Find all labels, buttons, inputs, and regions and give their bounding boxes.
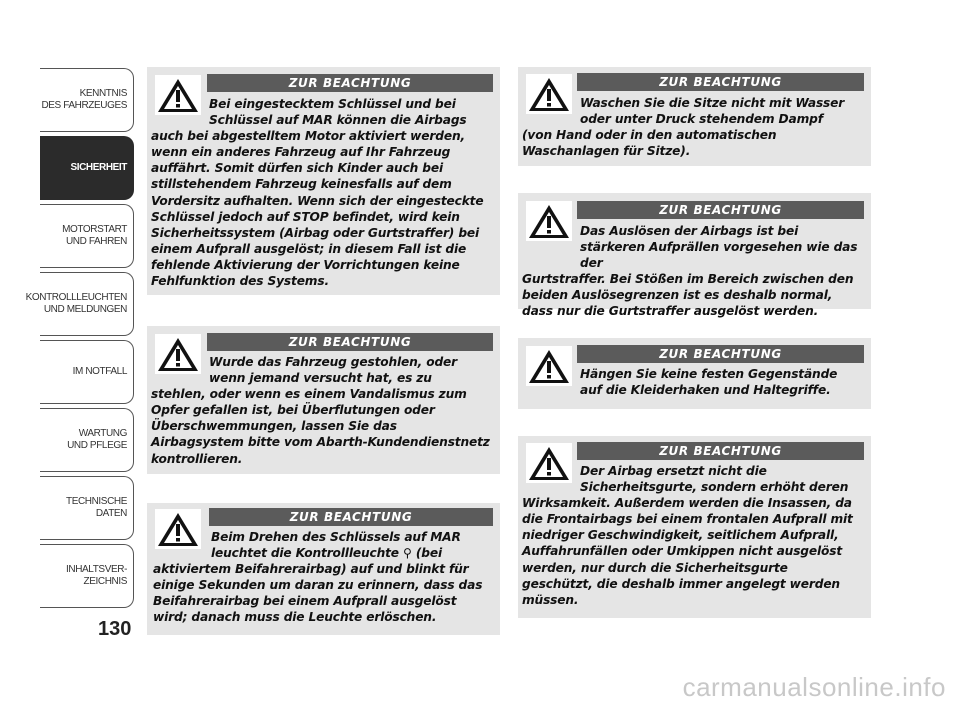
warning-lead: Hängen Sie keine festen Gegenstände auf die Kleiderhaken und Haltegriffe. bbox=[580, 367, 838, 398]
warning-body: stehlen, oder wenn es einem Vandalismus zum Opfer gefallen ist, bei Überflutungen oder Überschwemmungen, lassen Sie das Airbagsystem bitte vom Abarth-Kundendienstnetz kontrollieren. bbox=[151, 387, 490, 466]
tab-label: SICHERHEIT bbox=[70, 162, 127, 173]
tab-technische-daten[interactable] bbox=[40, 476, 134, 540]
warning-text bbox=[522, 95, 862, 159]
tab-label: KENNTNIS DES FAHRZEUGES bbox=[41, 88, 127, 111]
tab-label: INHALTSVER- ZEICHNIS bbox=[66, 564, 127, 587]
tab-inhaltsverzeichnis[interactable] bbox=[40, 544, 134, 608]
tab-label: TECHNISCHE DATEN bbox=[65, 496, 127, 519]
warning-heading: ZUR BEACHTUNG bbox=[209, 508, 493, 526]
tab-wartung[interactable] bbox=[40, 408, 134, 472]
warning-body: auch bei abgestelltem Motor aktiviert werden, wenn ein anderes Fahrzeug auf Ihr Fahrzeug auffährt. Somit dürfen sich Kinder auch bei stillstehendem Fahrzeug keinesfalls auf dem Vordersitz aufhalten. Wenn sich der eingesteckte Schlüssel jedoch auf STOP befindet, wird kein Sicherheitssystem (Airbag oder Gurtstraffer) bei einem Aufprall ausgelöst; in diesem Fall ist die fehlende Aktivierung der Vorrichtungen keine Fehlfunktion des Systems. bbox=[151, 129, 484, 289]
warning-lead: Beim Drehen des Schlüssels auf MAR leuchtet die Kontrollleuchte ⚲ (bei bbox=[211, 530, 461, 561]
page-number: 130 bbox=[98, 618, 132, 640]
warning-heading: ZUR BEACHTUNG bbox=[207, 74, 493, 92]
warning-text bbox=[522, 366, 862, 398]
tab-sicherheit[interactable] bbox=[40, 136, 134, 200]
warning-text bbox=[522, 223, 862, 320]
tab-label: IM NOTFALL bbox=[72, 366, 127, 377]
tab-motorstart[interactable] bbox=[40, 204, 134, 268]
warning-body: aktiviertem Beifahrerairbag) auf und blinkt für einige Sekunden um daran zu erinnern, dass das Beifahrerairbag bei einem Aufprall ausgelöst wird; danach muss die Leuchte erlöschen. bbox=[153, 562, 483, 625]
warning-heading: ZUR BEACHTUNG bbox=[207, 333, 493, 351]
tab-label: MOTORSTART UND FAHREN bbox=[62, 224, 127, 247]
warning-box bbox=[518, 436, 871, 618]
warning-heading: ZUR BEACHTUNG bbox=[577, 73, 864, 91]
warning-lead: Der Airbag ersetzt nicht die Sicherheitsgurte, sondern erhöht deren bbox=[580, 464, 849, 495]
warning-box bbox=[518, 67, 871, 166]
warning-heading: ZUR BEACHTUNG bbox=[577, 442, 864, 460]
warning-box bbox=[147, 67, 500, 295]
warning-box bbox=[147, 503, 500, 635]
warning-lead: Wurde das Fahrzeug gestohlen, oder wenn jemand versucht hat, es zu bbox=[209, 355, 458, 386]
warning-text bbox=[151, 96, 491, 289]
warning-body: (von Hand oder in den automatischen Waschanlagen für Sitze). bbox=[522, 128, 777, 159]
warning-text bbox=[153, 529, 493, 626]
warning-text bbox=[151, 354, 491, 467]
warning-lead: Waschen Sie die Sitze nicht mit Wasser oder unter Druck stehendem Dampf bbox=[580, 96, 845, 127]
warning-body: Gurtstraffer. Bei Stößen im Bereich zwischen den beiden Auslösegrenzen ist es deshalb normal, dass nur die Gurtstraffer ausgelöst werden. bbox=[522, 272, 854, 319]
tab-kenntnis[interactable] bbox=[40, 68, 134, 132]
warning-box bbox=[518, 193, 871, 319]
warning-body: Wirksamkeit. Außerdem werden die Insassen, da die Frontairbags bei einem frontalen Aufprall mit niedriger Geschwindigkeit, seitlichem Aufprall, Auffahrunfällen oder Umkippen nicht ausgelöst werden, nur durch die Sicherheitsgurte geschützt, die deshalb immer angelegt werden müssen. bbox=[522, 496, 853, 607]
warning-heading: ZUR BEACHTUNG bbox=[577, 201, 864, 219]
warning-text bbox=[522, 463, 862, 608]
tab-im-notfall[interactable] bbox=[40, 340, 134, 404]
tab-kontrollleuchten[interactable] bbox=[25, 272, 134, 336]
warning-lead: Bei eingestecktem Schlüssel und bei Schlüssel auf MAR können die Airbags bbox=[209, 97, 467, 128]
warning-box bbox=[518, 338, 871, 409]
warning-lead: Das Auslösen der Airbags ist bei stärkeren Aufprällen vorgesehen wie das der bbox=[580, 224, 858, 271]
tab-label: KONTROLLLEUCHTEN UND MELDUNGEN bbox=[25, 292, 127, 315]
watermark: carmanualsonline.info bbox=[682, 672, 946, 702]
tab-label: WARTUNG UND PFLEGE bbox=[67, 428, 127, 451]
warning-box bbox=[147, 326, 500, 474]
warning-heading: ZUR BEACHTUNG bbox=[577, 345, 864, 363]
